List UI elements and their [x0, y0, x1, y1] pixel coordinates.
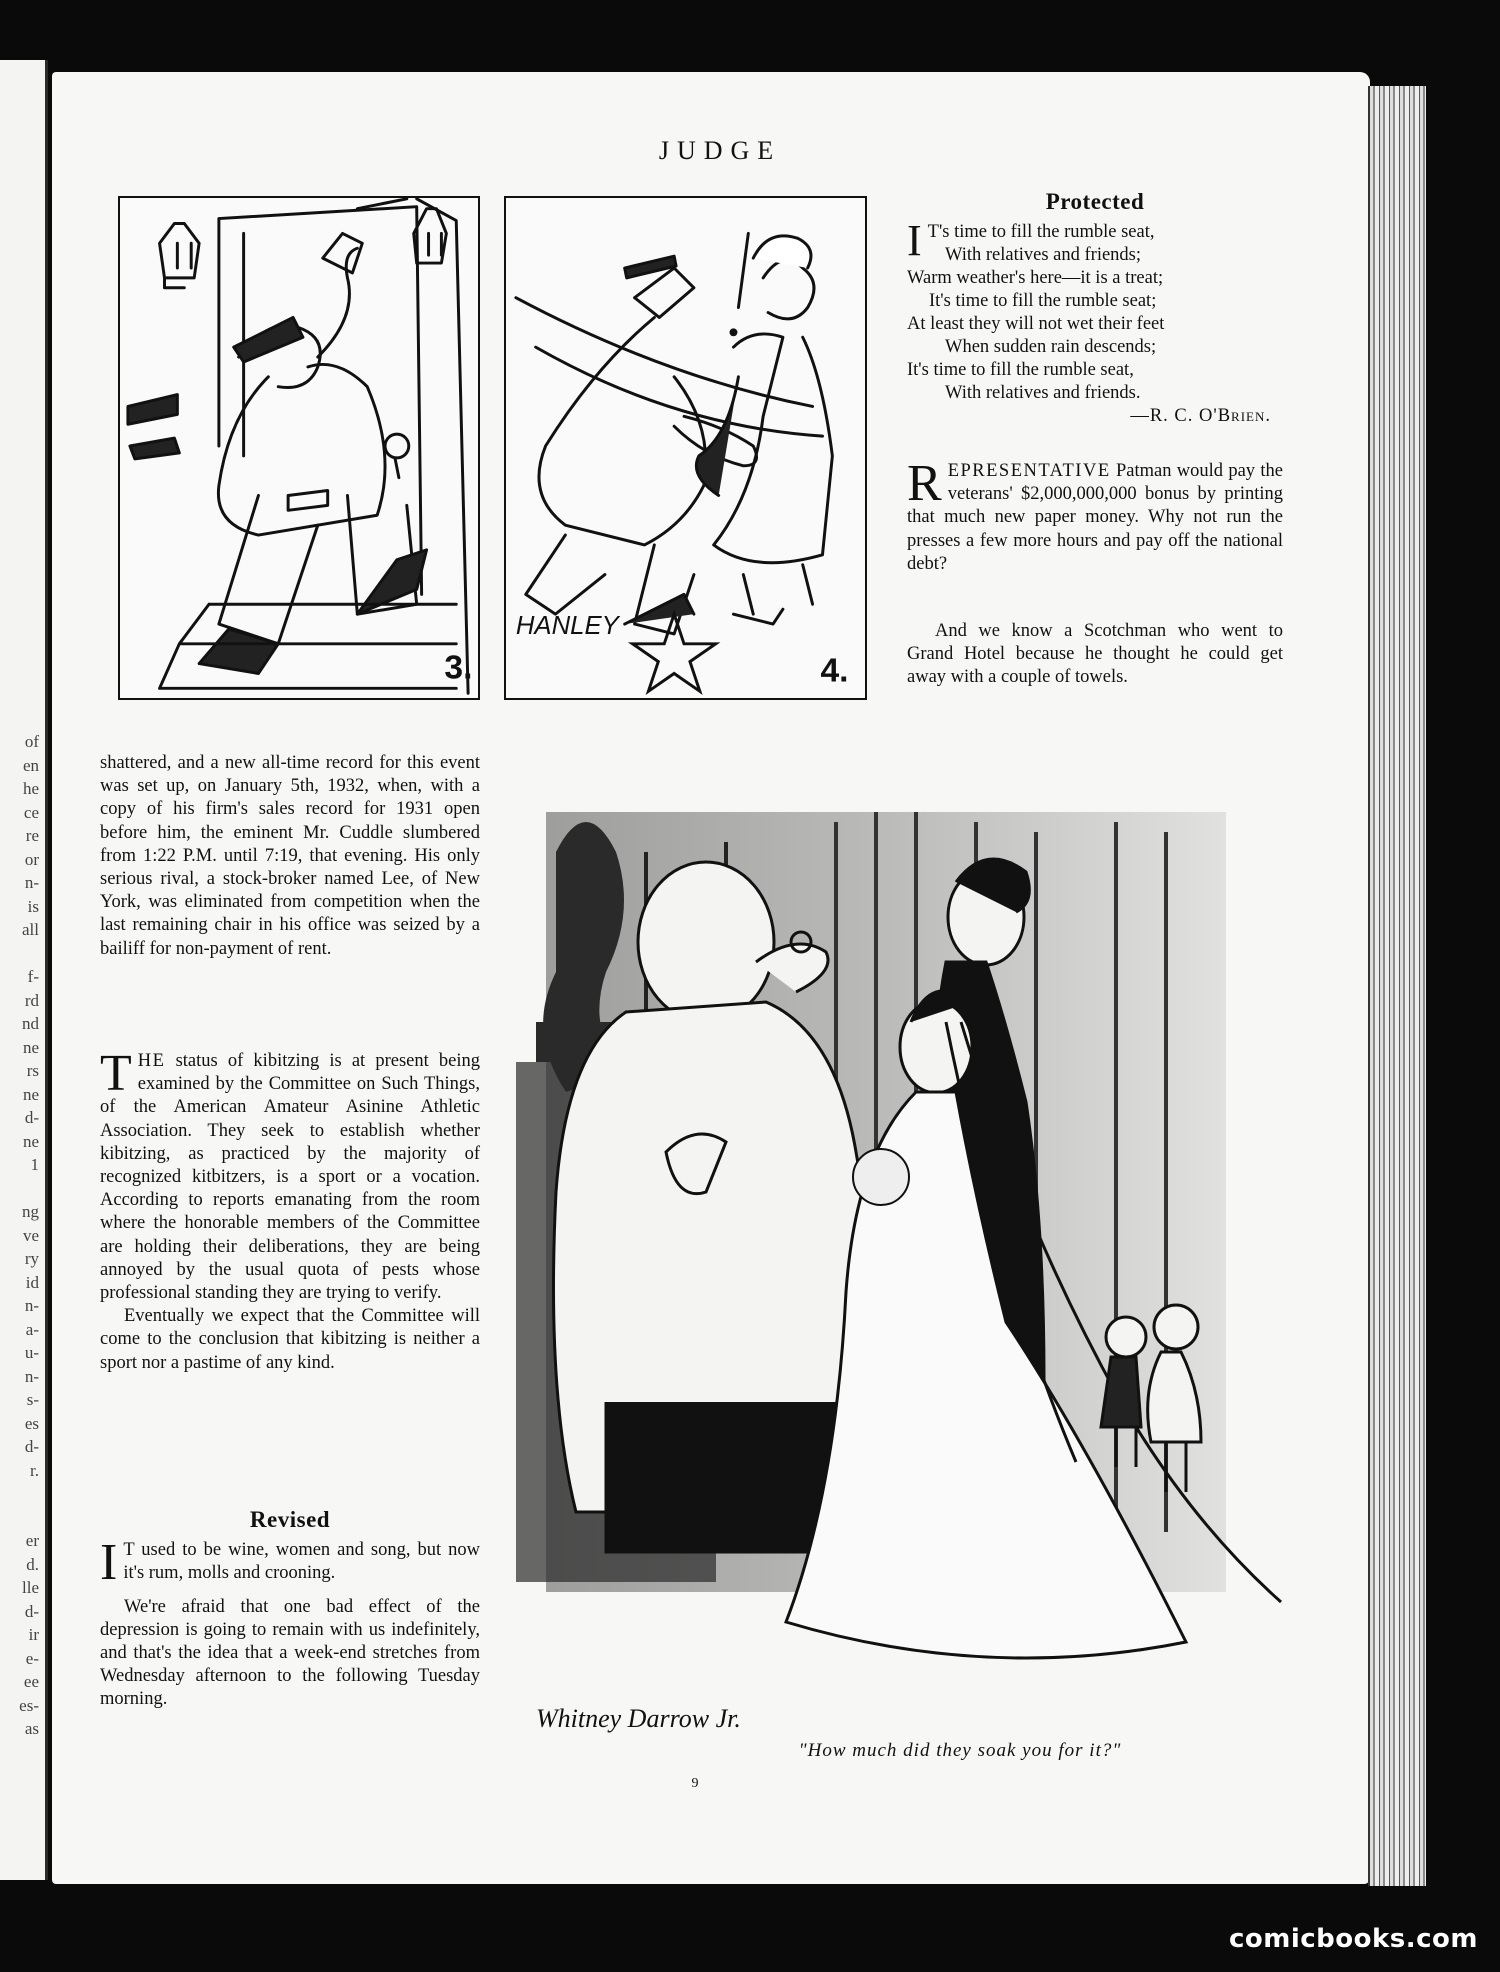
poem-line: Warm weather's here—it is a treat;	[907, 268, 1164, 288]
poem-line: With relatives and friends.	[945, 383, 1141, 403]
edge-text-fragment: r.	[30, 1460, 39, 1480]
revised-title: Revised	[249, 1507, 331, 1532]
edge-text-fragment: or	[24, 849, 39, 869]
edge-text-fragment: er	[25, 1531, 39, 1550]
edge-text-fragment: es	[24, 1413, 39, 1433]
scotchman-item: And we know a Scotchman who went to Grand Hotel because he thought he could get away with a couple of towels.	[907, 621, 1283, 688]
comic-panel-4	[504, 196, 867, 700]
poem-first-line-text: T's time to fill the rumble seat,	[927, 222, 1155, 242]
edge-text-fragment: d-	[24, 1437, 39, 1456]
page-number: 9	[691, 1776, 699, 1791]
edge-text-fragment: ce	[23, 802, 39, 822]
edge-text-fragment: e-	[25, 1648, 39, 1668]
edge-text-fragment: 1	[30, 1155, 39, 1174]
poem-byline: —R. C. O'Brien.	[1130, 406, 1271, 426]
edge-text-fragment: rs	[26, 1061, 39, 1080]
poem-line: It's time to fill the rumble seat;	[929, 291, 1157, 311]
edge-text-fragment: en	[22, 755, 39, 775]
wedding-cartoon-drawing	[516, 792, 1292, 1742]
edge-text-fragment: nd	[22, 1014, 39, 1033]
edge-text-fragment: ne	[22, 1037, 39, 1057]
edge-text-fragment: s-	[26, 1390, 39, 1409]
cartoon-signature: Whitney Darrow Jr.	[536, 1704, 741, 1733]
wedding-cartoon	[516, 792, 1292, 1742]
edge-text-fragment: all	[22, 920, 39, 939]
adjacent-page-edge	[0, 60, 48, 1880]
poem-line: With relatives and friends;	[945, 245, 1142, 265]
poem-title: Protected	[1045, 189, 1145, 214]
kibitzing-para-2: Eventually we expect that the Committee will come to the conclusion that kibitzing is neither a sport nor a pastime of any kind.	[100, 1306, 480, 1373]
kibitzing-text: status of kibitzing is at present being examined by the Committee on Such Things, of the American Amateur Asinine Athletic Association. They seek to establish whether kibitzing, as practiced by the majority of recognized kitbitzers, is a sport or a vocation. According to reports emanating from the room where the honorable members of the Committee are holding their deliberations, they are being annoyed by the usual quota of pests whose professional standing they are trying to verify.	[100, 1051, 480, 1304]
running-head: JUDGE	[658, 136, 782, 165]
poem-dropcap: I	[907, 216, 922, 265]
edge-text-fragment: re	[25, 826, 39, 845]
kibitzing-para-1	[100, 1045, 480, 1305]
edge-text-fragment: is	[27, 896, 39, 916]
edge-text-fragment: n-	[24, 873, 39, 892]
edge-text-fragment: ne	[22, 1131, 39, 1151]
edge-text-fragment: rd	[24, 990, 39, 1010]
left-column-continuation: shattered, and a new all-time record for this event was set up, on January 5th, 1932, when, with a copy of his firm's sales record for 1931 open before him, the eminent Mr. Cuddle slumbered from 1:22 P.M. until 7:19, that evening. His only serious rival, a stock-broker named Lee, of New York, was eliminated from competition when the last remaining chair in his office was seized by a bailiff for non-payment of rent.	[100, 753, 480, 959]
revised-dropcap: I	[100, 1534, 118, 1592]
poem-line: At least they will not wet their feet	[907, 314, 1165, 334]
edge-text-fragment: ee	[23, 1672, 39, 1691]
comic-panel-3	[118, 196, 480, 700]
edge-text-fragment: n-	[24, 1296, 39, 1315]
edge-text-fragment: ir	[28, 1625, 39, 1644]
panel-4-number: 4.	[820, 652, 849, 690]
panel-4-drawing	[506, 198, 865, 698]
revised-text: T used to be wine, women and song, but now it's rum, molls and crooning.	[123, 1540, 480, 1584]
poem-protected	[907, 190, 1283, 428]
page-stack-edge	[1368, 86, 1426, 1886]
representative-text: Patman would pay the veterans' $2,000,000,000 bonus by printing that much new paper money. Why not run the presses a few more hours and pay off the national debt?	[907, 461, 1283, 574]
kibitzing-lead: HE	[137, 1051, 166, 1071]
edge-text-fragment: of	[24, 732, 39, 751]
representative-dropcap: R	[907, 455, 942, 512]
edge-text-fragment: as	[24, 1719, 39, 1738]
watermark: comicbooks.com	[1228, 1924, 1478, 1954]
panel-3-drawing	[120, 198, 478, 698]
edge-text-fragment: ne	[22, 1084, 39, 1104]
edge-text-fragment: d.	[26, 1554, 39, 1574]
poem-line: It's time to fill the rumble seat,	[907, 360, 1134, 380]
revised-para-1	[100, 1534, 480, 1592]
representative-item	[907, 455, 1283, 576]
edge-text-fragment: f-	[27, 967, 39, 986]
edge-text-fragment: id	[25, 1272, 39, 1292]
edge-text-fragment: a-	[25, 1319, 39, 1339]
edge-text-fragment: ry	[24, 1249, 39, 1268]
edge-text-fragment: ng	[22, 1202, 39, 1221]
representative-lead: EPRESENTATIVE	[947, 461, 1111, 481]
edge-text-fragment: he	[22, 779, 39, 798]
edge-text-fragment: lle	[22, 1578, 39, 1597]
edge-text-fragment: es-	[19, 1695, 39, 1715]
poem-line: When sudden rain descends;	[945, 337, 1157, 357]
panel-3-number: 3.	[444, 649, 473, 687]
edge-text-fragment: u-	[24, 1343, 39, 1362]
kibitzing-article	[100, 1045, 480, 1375]
edge-text-fragment: n-	[24, 1366, 39, 1386]
edge-text-fragment: d-	[24, 1601, 39, 1621]
edge-text-fragment: ve	[22, 1225, 39, 1245]
revised-article	[100, 1508, 480, 1712]
edge-text-fragment: d-	[24, 1108, 39, 1127]
revised-para-2: We're afraid that one bad effect of the depression is going to remain with us indefinitely, and that's the idea that a week-end stretches from Wednesday afternoon to the following Tuesday morning.	[100, 1596, 480, 1710]
cartoon-caption: "How much did they soak you for it?"	[798, 1740, 1122, 1761]
kibitzing-dropcap: T	[100, 1045, 132, 1102]
panel-4-signature: HANLEY	[515, 611, 619, 640]
